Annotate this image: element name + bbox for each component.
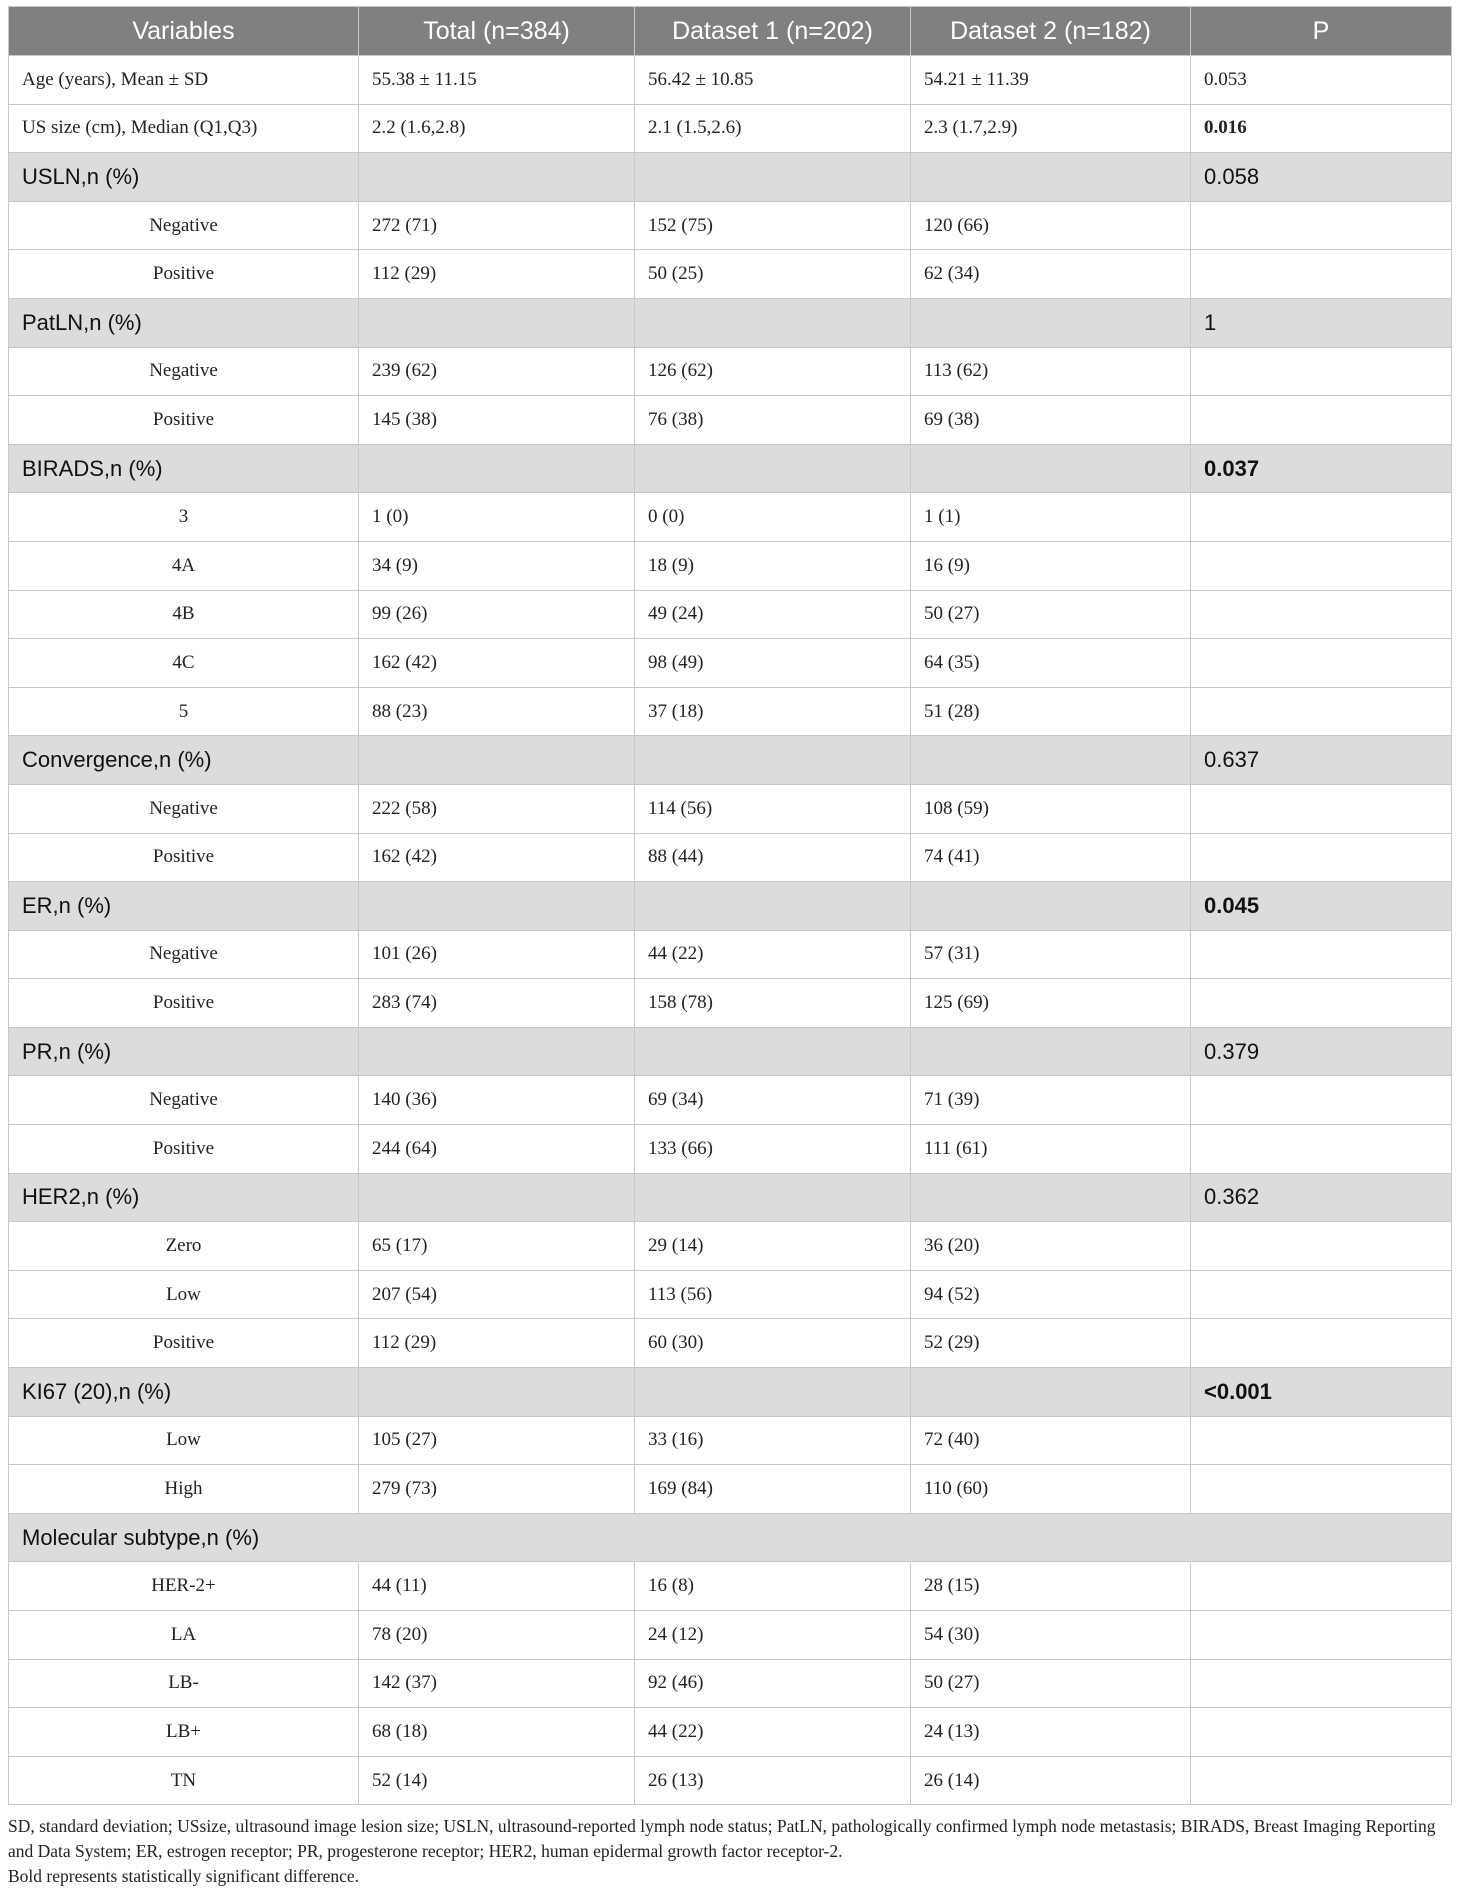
p-value bbox=[1191, 493, 1452, 542]
empty-cell bbox=[635, 153, 911, 202]
dataset-2-value: 28 (15) bbox=[911, 1562, 1191, 1611]
table-row bbox=[9, 396, 1452, 445]
dataset-1-value: 76 (38) bbox=[635, 396, 911, 445]
subcategory-label: Positive bbox=[9, 1125, 359, 1174]
dataset-2-value: 1 (1) bbox=[911, 493, 1191, 542]
dataset-1-value: 169 (84) bbox=[635, 1465, 911, 1514]
empty-cell bbox=[911, 1173, 1191, 1222]
dataset-2-value: 2.3 (1.7,2.9) bbox=[911, 104, 1191, 153]
category-row bbox=[9, 1368, 1452, 1417]
subcategory-label: Low bbox=[9, 1416, 359, 1465]
characteristics-table bbox=[8, 6, 1452, 1805]
category-row bbox=[9, 882, 1452, 931]
subcategory-label: 4C bbox=[9, 639, 359, 688]
dataset-1-value: 18 (9) bbox=[635, 541, 911, 590]
empty-cell bbox=[911, 298, 1191, 347]
p-value bbox=[1191, 979, 1452, 1028]
dataset-2-value: 111 (61) bbox=[911, 1125, 1191, 1174]
p-value: <0.001 bbox=[1191, 1368, 1452, 1417]
total-value: 44 (11) bbox=[359, 1562, 635, 1611]
dataset-2-value: 69 (38) bbox=[911, 396, 1191, 445]
p-value bbox=[1191, 1708, 1452, 1757]
dataset-1-value: 37 (18) bbox=[635, 687, 911, 736]
dataset-1-value: 44 (22) bbox=[635, 930, 911, 979]
dataset-1-value: 133 (66) bbox=[635, 1125, 911, 1174]
table-row bbox=[9, 979, 1452, 1028]
subcategory-label: 4B bbox=[9, 590, 359, 639]
category-label: Convergence,n (%) bbox=[9, 736, 359, 785]
subcategory-label: Positive bbox=[9, 250, 359, 299]
empty-cell bbox=[359, 1027, 635, 1076]
total-value: 279 (73) bbox=[359, 1465, 635, 1514]
total-value: 112 (29) bbox=[359, 1319, 635, 1368]
table-row bbox=[9, 493, 1452, 542]
dataset-1-value: 2.1 (1.5,2.6) bbox=[635, 104, 911, 153]
category-row bbox=[9, 153, 1452, 202]
empty-cell bbox=[911, 1368, 1191, 1417]
variable-label: US size (cm), Median (Q1,Q3) bbox=[9, 104, 359, 153]
table-row bbox=[9, 541, 1452, 590]
total-value: 34 (9) bbox=[359, 541, 635, 590]
empty-cell bbox=[635, 1027, 911, 1076]
dataset-2-value: 113 (62) bbox=[911, 347, 1191, 396]
p-value bbox=[1191, 396, 1452, 445]
empty-cell bbox=[635, 444, 911, 493]
category-row bbox=[9, 1027, 1452, 1076]
table-row bbox=[9, 1319, 1452, 1368]
dataset-2-value: 52 (29) bbox=[911, 1319, 1191, 1368]
empty-cell bbox=[359, 298, 635, 347]
subcategory-label: Positive bbox=[9, 1319, 359, 1368]
total-value: 222 (58) bbox=[359, 784, 635, 833]
category-row bbox=[9, 444, 1452, 493]
p-value: 1 bbox=[1191, 298, 1452, 347]
total-value: 142 (37) bbox=[359, 1659, 635, 1708]
p-value bbox=[1191, 784, 1452, 833]
p-value bbox=[1191, 250, 1452, 299]
p-value bbox=[1191, 590, 1452, 639]
dataset-2-value: 72 (40) bbox=[911, 1416, 1191, 1465]
p-value bbox=[1191, 1756, 1452, 1805]
dataset-1-value: 69 (34) bbox=[635, 1076, 911, 1125]
dataset-2-value: 110 (60) bbox=[911, 1465, 1191, 1514]
dataset-1-value: 92 (46) bbox=[635, 1659, 911, 1708]
dataset-2-value: 50 (27) bbox=[911, 590, 1191, 639]
subcategory-label: 3 bbox=[9, 493, 359, 542]
dataset-1-value: 126 (62) bbox=[635, 347, 911, 396]
header-dataset-1: Dataset 1 (n=202) bbox=[635, 7, 911, 56]
dataset-1-value: 114 (56) bbox=[635, 784, 911, 833]
dataset-2-value: 50 (27) bbox=[911, 1659, 1191, 1708]
category-label: HER2,n (%) bbox=[9, 1173, 359, 1222]
dataset-1-value: 16 (8) bbox=[635, 1562, 911, 1611]
dataset-2-value: 26 (14) bbox=[911, 1756, 1191, 1805]
header-total: Total (n=384) bbox=[359, 7, 635, 56]
table-row bbox=[9, 1659, 1452, 1708]
header-row bbox=[9, 7, 1452, 56]
dataset-1-value: 0 (0) bbox=[635, 493, 911, 542]
empty-cell bbox=[359, 444, 635, 493]
subcategory-label: Negative bbox=[9, 930, 359, 979]
dataset-1-value: 50 (25) bbox=[635, 250, 911, 299]
table-row bbox=[9, 1756, 1452, 1805]
subcategory-label: Zero bbox=[9, 1222, 359, 1271]
table-row bbox=[9, 687, 1452, 736]
dataset-2-value: 74 (41) bbox=[911, 833, 1191, 882]
p-value bbox=[1191, 541, 1452, 590]
subcategory-label: Negative bbox=[9, 347, 359, 396]
subcategory-label: Negative bbox=[9, 201, 359, 250]
subcategory-label: LB- bbox=[9, 1659, 359, 1708]
table-row bbox=[9, 201, 1452, 250]
dataset-2-value: 62 (34) bbox=[911, 250, 1191, 299]
total-value: 162 (42) bbox=[359, 833, 635, 882]
total-value: 99 (26) bbox=[359, 590, 635, 639]
table-row bbox=[9, 347, 1452, 396]
header-dataset-2: Dataset 2 (n=182) bbox=[911, 7, 1191, 56]
total-value: 52 (14) bbox=[359, 1756, 635, 1805]
subcategory-label: HER-2+ bbox=[9, 1562, 359, 1611]
dataset-2-value: 54.21 ± 11.39 bbox=[911, 56, 1191, 105]
table-body bbox=[9, 56, 1452, 1805]
p-value: 0.379 bbox=[1191, 1027, 1452, 1076]
subcategory-label: Low bbox=[9, 1270, 359, 1319]
category-row bbox=[9, 1173, 1452, 1222]
subcategory-label: Positive bbox=[9, 833, 359, 882]
table-row bbox=[9, 1611, 1452, 1660]
dataset-1-value: 88 (44) bbox=[635, 833, 911, 882]
category-label: Molecular subtype,n (%) bbox=[9, 1513, 1452, 1562]
subcategory-label: Negative bbox=[9, 1076, 359, 1125]
dataset-2-value: 125 (69) bbox=[911, 979, 1191, 1028]
empty-cell bbox=[359, 736, 635, 785]
bold-note: Bold represents statistically significant difference. bbox=[8, 1866, 360, 1886]
p-value: 0.058 bbox=[1191, 153, 1452, 202]
dataset-1-value: 60 (30) bbox=[635, 1319, 911, 1368]
empty-cell bbox=[359, 1368, 635, 1417]
category-label: PR,n (%) bbox=[9, 1027, 359, 1076]
subcategory-label: Positive bbox=[9, 396, 359, 445]
category-row bbox=[9, 1513, 1452, 1562]
dataset-2-value: 108 (59) bbox=[911, 784, 1191, 833]
total-value: 55.38 ± 11.15 bbox=[359, 56, 635, 105]
dataset-1-value: 49 (24) bbox=[635, 590, 911, 639]
p-value bbox=[1191, 1416, 1452, 1465]
p-value bbox=[1191, 1222, 1452, 1271]
p-value: 0.362 bbox=[1191, 1173, 1452, 1222]
table-row bbox=[9, 1125, 1452, 1174]
dataset-2-value: 120 (66) bbox=[911, 201, 1191, 250]
total-value: 272 (71) bbox=[359, 201, 635, 250]
p-value bbox=[1191, 930, 1452, 979]
dataset-2-value: 16 (9) bbox=[911, 541, 1191, 590]
dataset-2-value: 64 (35) bbox=[911, 639, 1191, 688]
dataset-1-value: 24 (12) bbox=[635, 1611, 911, 1660]
dataset-2-value: 51 (28) bbox=[911, 687, 1191, 736]
subcategory-label: LA bbox=[9, 1611, 359, 1660]
dataset-1-value: 26 (13) bbox=[635, 1756, 911, 1805]
p-value bbox=[1191, 687, 1452, 736]
p-value bbox=[1191, 1659, 1452, 1708]
p-value bbox=[1191, 1125, 1452, 1174]
empty-cell bbox=[911, 444, 1191, 493]
category-row bbox=[9, 736, 1452, 785]
subcategory-label: Negative bbox=[9, 784, 359, 833]
dataset-2-value: 54 (30) bbox=[911, 1611, 1191, 1660]
empty-cell bbox=[635, 736, 911, 785]
dataset-2-value: 36 (20) bbox=[911, 1222, 1191, 1271]
dataset-1-value: 113 (56) bbox=[635, 1270, 911, 1319]
dataset-1-value: 56.42 ± 10.85 bbox=[635, 56, 911, 105]
subcategory-label: 4A bbox=[9, 541, 359, 590]
p-value bbox=[1191, 1562, 1452, 1611]
empty-cell bbox=[911, 1027, 1191, 1076]
abbreviations-note: SD, standard deviation; USsize, ultrasound image lesion size; USLN, ultrasound-reported lymph node status; PatLN, pathologically confirmed lymph node metastasis; BIRADS, Breast Imaging Reporting and Data System; ER, estrogen receptor; PR, progesterone receptor; HER2, human epidermal growth factor receptor-2. bbox=[8, 1816, 1436, 1861]
dataset-1-value: 158 (78) bbox=[635, 979, 911, 1028]
p-value: 0.045 bbox=[1191, 882, 1452, 931]
total-value: 145 (38) bbox=[359, 396, 635, 445]
dataset-1-value: 152 (75) bbox=[635, 201, 911, 250]
table-row bbox=[9, 639, 1452, 688]
p-value bbox=[1191, 1465, 1452, 1514]
total-value: 283 (74) bbox=[359, 979, 635, 1028]
empty-cell bbox=[635, 1368, 911, 1417]
p-value bbox=[1191, 1611, 1452, 1660]
subcategory-label: Positive bbox=[9, 979, 359, 1028]
total-value: 88 (23) bbox=[359, 687, 635, 736]
p-value bbox=[1191, 1270, 1452, 1319]
category-label: ER,n (%) bbox=[9, 882, 359, 931]
total-value: 78 (20) bbox=[359, 1611, 635, 1660]
table-row bbox=[9, 104, 1452, 153]
table-row bbox=[9, 1562, 1452, 1611]
dataset-2-value: 94 (52) bbox=[911, 1270, 1191, 1319]
p-value bbox=[1191, 1076, 1452, 1125]
p-value: 0.016 bbox=[1191, 104, 1452, 153]
dataset-1-value: 33 (16) bbox=[635, 1416, 911, 1465]
total-value: 207 (54) bbox=[359, 1270, 635, 1319]
category-label: USLN,n (%) bbox=[9, 153, 359, 202]
table-row bbox=[9, 1270, 1452, 1319]
dataset-1-value: 44 (22) bbox=[635, 1708, 911, 1757]
p-value bbox=[1191, 201, 1452, 250]
table-row bbox=[9, 1708, 1452, 1757]
total-value: 239 (62) bbox=[359, 347, 635, 396]
table-row bbox=[9, 1465, 1452, 1514]
total-value: 244 (64) bbox=[359, 1125, 635, 1174]
empty-cell bbox=[911, 736, 1191, 785]
p-value: 0.053 bbox=[1191, 56, 1452, 105]
empty-cell bbox=[911, 882, 1191, 931]
p-value bbox=[1191, 833, 1452, 882]
dataset-2-value: 57 (31) bbox=[911, 930, 1191, 979]
total-value: 68 (18) bbox=[359, 1708, 635, 1757]
table-row bbox=[9, 833, 1452, 882]
table-container bbox=[8, 6, 1451, 1805]
dataset-1-value: 29 (14) bbox=[635, 1222, 911, 1271]
header-variables: Variables bbox=[9, 7, 359, 56]
subcategory-label: 5 bbox=[9, 687, 359, 736]
empty-cell bbox=[635, 1173, 911, 1222]
table-row bbox=[9, 1222, 1452, 1271]
total-value: 2.2 (1.6,2.8) bbox=[359, 104, 635, 153]
total-value: 105 (27) bbox=[359, 1416, 635, 1465]
header-p: P bbox=[1191, 7, 1452, 56]
p-value bbox=[1191, 639, 1452, 688]
category-label: PatLN,n (%) bbox=[9, 298, 359, 347]
footnotes bbox=[8, 1814, 1458, 1889]
empty-cell bbox=[359, 1173, 635, 1222]
table-row bbox=[9, 784, 1452, 833]
dataset-1-value: 98 (49) bbox=[635, 639, 911, 688]
p-value: 0.637 bbox=[1191, 736, 1452, 785]
subcategory-label: LB+ bbox=[9, 1708, 359, 1757]
category-label: BIRADS,n (%) bbox=[9, 444, 359, 493]
empty-cell bbox=[635, 882, 911, 931]
dataset-2-value: 71 (39) bbox=[911, 1076, 1191, 1125]
total-value: 162 (42) bbox=[359, 639, 635, 688]
total-value: 101 (26) bbox=[359, 930, 635, 979]
table-row bbox=[9, 250, 1452, 299]
subcategory-label: High bbox=[9, 1465, 359, 1514]
total-value: 65 (17) bbox=[359, 1222, 635, 1271]
empty-cell bbox=[359, 882, 635, 931]
total-value: 140 (36) bbox=[359, 1076, 635, 1125]
table-row bbox=[9, 1076, 1452, 1125]
subcategory-label: TN bbox=[9, 1756, 359, 1805]
category-row bbox=[9, 298, 1452, 347]
variable-label: Age (years), Mean ± SD bbox=[9, 56, 359, 105]
category-label: KI67 (20),n (%) bbox=[9, 1368, 359, 1417]
total-value: 112 (29) bbox=[359, 250, 635, 299]
table-row bbox=[9, 590, 1452, 639]
p-value: 0.037 bbox=[1191, 444, 1452, 493]
p-value bbox=[1191, 1319, 1452, 1368]
total-value: 1 (0) bbox=[359, 493, 635, 542]
p-value bbox=[1191, 347, 1452, 396]
table-row bbox=[9, 930, 1452, 979]
empty-cell bbox=[635, 298, 911, 347]
empty-cell bbox=[359, 153, 635, 202]
empty-cell bbox=[911, 153, 1191, 202]
table-row bbox=[9, 1416, 1452, 1465]
table-row bbox=[9, 56, 1452, 105]
dataset-2-value: 24 (13) bbox=[911, 1708, 1191, 1757]
